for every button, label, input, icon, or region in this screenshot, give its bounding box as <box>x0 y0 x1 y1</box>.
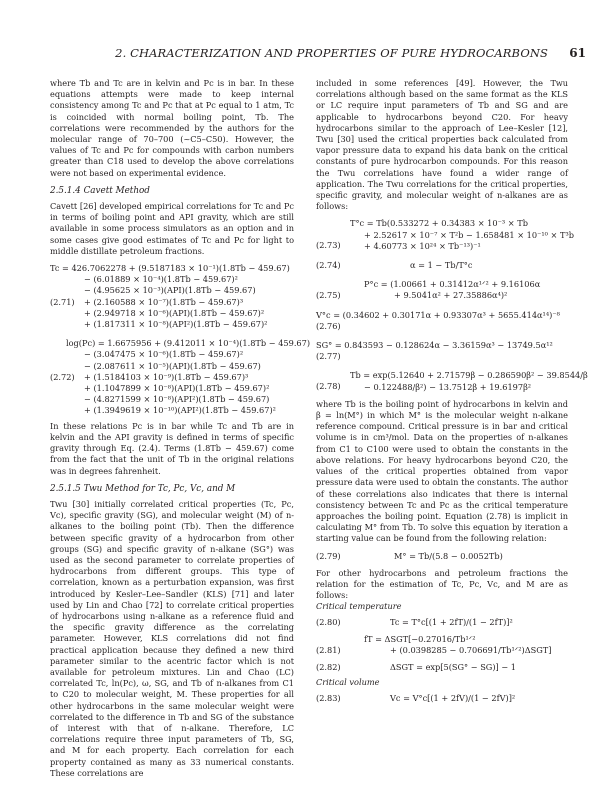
equation-line: + (1.1047899 × 10⁻⁸)(API)(1.8Tb − 459.67)² <box>84 383 270 394</box>
equation-2-71 <box>50 263 294 330</box>
equation-line: + (1.817311 × 10⁻⁸)(API²)(1.8Tb − 459.67)² <box>84 319 268 330</box>
equation-line: ΔSGT = exp[5(SG° − SG)] − 1 <box>390 662 517 673</box>
page-header <box>0 46 604 64</box>
equation-line: P°c = (1.00661 + 0.31412α¹ᐟ² + 9.16106α <box>364 279 541 290</box>
equation-number: (2.79) <box>316 550 341 561</box>
equation-2-73 <box>316 218 575 252</box>
equation-2-80 <box>316 617 568 628</box>
equation-line: + 9.5041α² + 27.35886α⁴)² <box>394 290 508 301</box>
equation-line: − 0.122488/β²) − 13.7512β + 19.6197β² <box>364 381 532 392</box>
equation-2-76 <box>316 310 568 321</box>
equation-number: (2.72) <box>50 372 75 383</box>
equation-2-75 <box>316 279 568 301</box>
equation-number: (2.73) <box>316 240 341 251</box>
equation-2-78 <box>316 370 588 392</box>
equation-line: V°c = (0.34602 + 0.30171α + 0.93307α³ + 5655.414α¹⁴)⁻⁸ <box>316 309 560 320</box>
section-heading-twu: 2.5.1.5 Twu Method for Tc, Pc, Vc, and M <box>50 483 236 494</box>
right-column <box>316 78 588 704</box>
left-column <box>50 78 311 779</box>
equation-line: α = 1 − Tb/T°c <box>410 260 473 271</box>
subheading-critical-volume: Critical volume <box>316 677 380 688</box>
left-paragraph-1: where Tb and Tc are in kelvin and Pc is in bar. In these equations attempts were made to keep internal consistency among Tc and Pc that at Pc equal to 1 atm, Tc is coincided with normal boiling point, Tb. The correlations were recommended by the authors for the molecular range of 70–700 (~C5–C50). However, the values of Tc and Pc for compounds with carbon numbers greater than C18 used to develop the above correlations were not based on experimental evidence. <box>50 78 294 178</box>
equation-number: (2.78) <box>316 381 341 392</box>
equation-number: (2.74) <box>316 260 341 271</box>
equation-number: (2.76) <box>316 320 341 331</box>
equation-line: fT = ΔSGT[−0.27016/Tb¹ᐟ² <box>364 633 476 644</box>
equation-line: Tb = exp(5.12640 + 2.71579β − 0.286590β² − 39.8544/β <box>350 370 588 381</box>
equation-line: M° = Tb/(5.8 − 0.0052Tb) <box>394 550 503 561</box>
equation-2-81 <box>316 634 568 656</box>
equation-2-77 <box>316 340 568 351</box>
equation-line: T°c = Tb(0.533272 + 0.34383 × 10⁻³ × Tb <box>350 218 528 229</box>
equation-line: + (2.160588 × 10⁻⁷)(1.8Tb − 459.67)³ <box>84 296 244 307</box>
equation-line: − (4.8271599 × 10⁻⁸)(API²)(1.8Tb − 459.67) <box>84 394 270 405</box>
equation-2-72 <box>50 338 311 416</box>
equation-number: (2.81) <box>316 644 341 655</box>
equation-2-74 <box>316 260 568 271</box>
left-paragraph-2: Cavett [26] developed empirical correlations for Tc and Pc in terms of boiling point and API gravity, which are still available in some process simulators as an option and in some cases give good estimates of Tc and Pc for light to middle distillate petroleum fractions. <box>50 201 294 256</box>
equation-number: (2.82) <box>316 662 341 673</box>
right-paragraph-3: For other hydrocarbons and petroleum fractions the relation for the estimation of Tc, Pc, Vc, and M are as follows: <box>316 567 568 601</box>
right-paragraph-2: where Tb is the boiling point of hydrocarbons in kelvin and β = ln(M°) in which M° is the molecular weight n-alkane reference compound. Critical pressure is in bar and critical volume is in cm³/mol. Data on the properties of n-alkanes from C1 to C100 were used to obtain the constants in the above relations. For heavy hydrocarbons beyond C20, the values of the critical properties obtained from vapor pressure data were used to obtain the constants. The author of these correlations also indicates that there is internal consistency between Tc and Pc as the critical temperature approaches the boiling point. Equation (2.78) is implicit in calculating M° from Tb. To solve this equation by iteration a starting value can be found from the following relation: <box>316 398 568 544</box>
left-paragraph-4: Twu [30] initially correlated critical properties (Tc, Pc, Vc), specific gravity (SG), and molecular weight (M) of n-alkanes to the boiling point (Tb). Then the difference between specific gravity of a hydrocarbon from other groups (SG) and specific gravity of n-alkane (SG°) was used as the second parameter to correlate properties of hydrocarbons from different groups. This type of correlation, known as a perturbation expansion, was first introduced by Kesler–Lee–Sandler (KLS) [71] and later used by Lin and Chao [72] to correlate critical properties of hydrocarbons using n-alkane as a reference fluid and the specific gravity difference as the correlating parameter. However, KLS correlations did not find practical application because they defined a new third parameter similar to the acentric factor which is not available for petroleum mixtures. Lin and Chao (LC) correlated Tc, ln(Pc), ω, SG, and Tb of n-alkanes from C1 to C20 to molecular weight, M. These properties for all other hydrocarbons in the same molecular weight were correlated to the difference in Tb and SG of the substance of interest with that of n-alkane. Therefore, LC correlations require three input parameters of Tb, SG, and M for each property. Each correlation for each property contained as many as 33 numerical constants. These correlations are <box>50 498 294 778</box>
equation-line: − (4.95625 × 10⁻³)(API)(1.8Tb − 459.67) <box>84 285 256 296</box>
page-number: 61 <box>569 46 586 60</box>
equation-line: SG° = 0.843593 − 0.128624α − 3.36159α³ − 13749.5α¹² <box>316 340 553 351</box>
equation-line: − (3.047475 × 10⁻⁶)(1.8Tb − 459.67)² <box>84 349 244 360</box>
equation-line: + 2.52617 × 10⁻⁷ × T²b − 1.658481 × 10⁻¹⁰ × T³b <box>364 229 575 240</box>
equation-line: + (1.5184103 × 10⁻⁹)(1.8Tb − 459.67)³ <box>84 371 249 382</box>
equation-line: + (1.3949619 × 10⁻¹⁰)(API²)(1.8Tb − 459.67)² <box>84 405 276 416</box>
equation-line: + 4.60773 × 10²⁴ × Tb⁻¹³)⁻¹ <box>364 240 481 251</box>
equation-line: + (2.949718 × 10⁻⁶)(API)(1.8Tb − 459.67)² <box>84 307 265 318</box>
subheading-critical-temperature: Critical temperature <box>316 601 402 612</box>
equation-line: log(Pc) = 1.6675956 + (9.412011 × 10⁻⁴)(1.8Tb − 459.67) <box>66 338 311 349</box>
section-heading-cavett: 2.5.1.4 Cavett Method <box>50 185 150 196</box>
equation-line: Tc = T°c[(1 + 2fT)/(1 − 2fT)]² <box>390 616 513 627</box>
equation-number: (2.77) <box>316 351 341 362</box>
equation-2-82 <box>316 662 568 673</box>
equation-line: Tc = 426.7062278 + (9.5187183 × 10⁻¹)(1.8Tb − 459.67) <box>50 263 290 274</box>
equation-line: − (2.087611 × 10⁻⁵)(API)(1.8Tb − 459.67) <box>84 360 261 371</box>
equation-number: (2.80) <box>316 616 341 627</box>
equation-line: + (0.0398285 − 0.706691/Tb¹ᐟ²)ΔSGT] <box>390 644 552 655</box>
equation-2-83 <box>316 693 568 704</box>
running-title: 2. CHARACTERIZATION AND PROPERTIES OF PURE HYDROCARBONS <box>115 46 548 60</box>
equation-number: (2.71) <box>50 297 75 308</box>
equation-line: − (6.01889 × 10⁻⁴)(1.8Tb − 459.67)² <box>84 274 238 285</box>
right-paragraph-1: included in some references [49]. However, the Twu correlations although based on the same format as the KLS or LC require input parameters of Tb and SG and are applicable to hydrocarbons beyond C20. For heavy hydrocarbons similar to the approach of Lee–Kesler [12], Twu [30] used the critical properties back calculated from vapor pressure data to expand his data bank on the critical constants of pure hydrocarbon compounds. For this reason the Twu correlations have found a wider range of application. The Twu correlations for the critical properties, specific gravity, and molecular weight of n-alkanes are as follows: <box>316 78 568 212</box>
equation-number: (2.83) <box>316 692 341 703</box>
left-paragraph-3: In these relations Pc is in bar while Tc and Tb are in kelvin and the API gravity is defined in terms of specific gravity through Eq. (2.4). Terms (1.8Tb − 459.67) come from the fact that the unit of Tb in the original relations was in degrees fahrenheit. <box>50 420 294 476</box>
equation-line: Vc = V°c[(1 + 2fV)/(1 − 2fV)]² <box>390 692 516 703</box>
equation-number: (2.75) <box>316 290 341 301</box>
equation-2-79 <box>316 551 568 562</box>
